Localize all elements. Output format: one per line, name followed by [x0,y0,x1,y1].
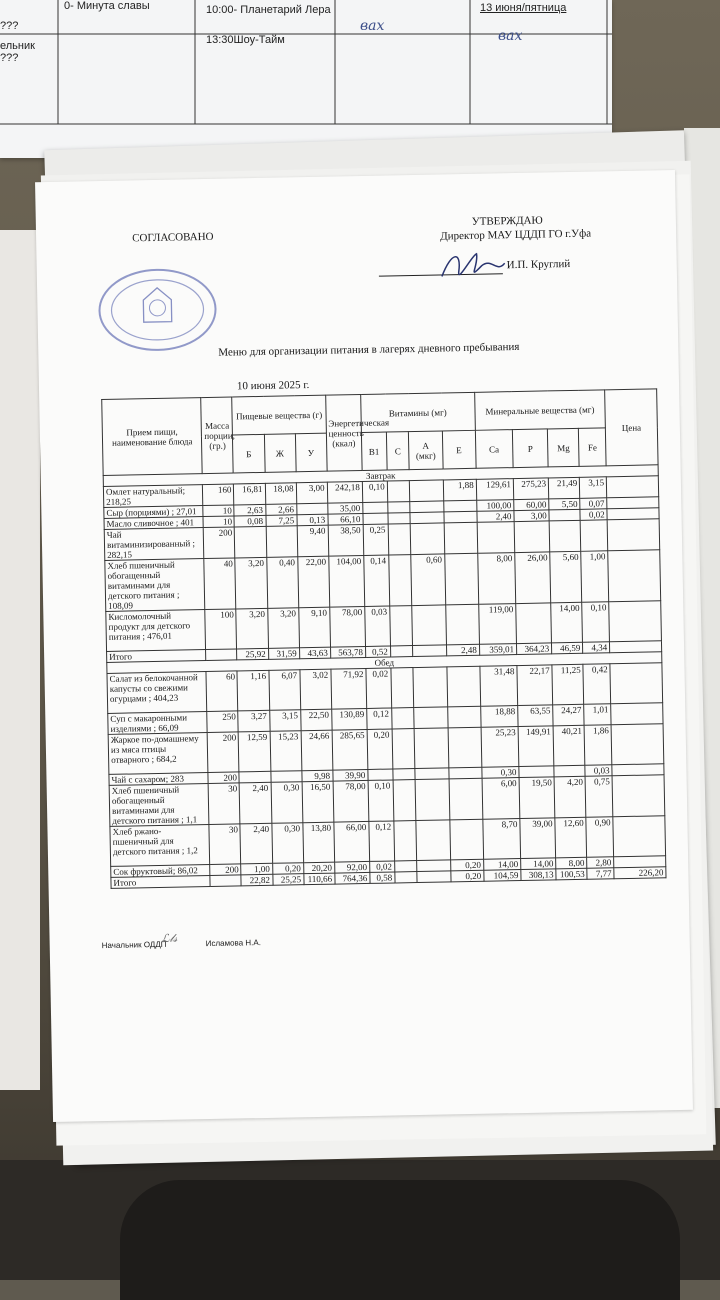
value-cell: 226,20 [614,867,666,879]
value-cell: 1,16 [237,670,269,711]
value-cell [410,480,444,502]
header-minerals: Минеральные вещества (мг) [474,390,605,430]
value-cell: 100,53 [556,868,587,880]
value-cell [416,820,450,861]
approve-label: УТВЕРЖДАЮ [471,214,543,228]
value-cell: 100,00 [476,500,513,512]
dish-name-cell: Чай с сахаром; 283 [109,773,209,786]
dish-name-cell: Итого [111,875,211,888]
value-cell: 0,25 [363,524,388,555]
value-cell: 3,20 [236,608,268,649]
value-cell: 119,00 [478,604,516,645]
dish-name-cell: Чай витаминизированный ; 282,15 [104,528,204,561]
approve-position: Директор МАУ ЦДДП ГО г.Уфа [440,227,592,243]
value-cell: 2,63 [234,504,265,516]
value-cell: 1,00 [581,551,609,603]
value-cell [519,766,554,778]
section-title: Завтрак [103,465,658,487]
value-cell: 15,23 [270,731,302,772]
value-cell: 0,20 [272,863,303,875]
value-cell: 242,18 [327,482,363,504]
value-cell [611,703,663,725]
value-cell: 0,42 [583,664,611,705]
value-cell: 30 [209,824,241,865]
value-cell [449,778,483,820]
official-stamp [95,261,227,353]
value-cell: 0,90 [586,817,614,858]
value-cell [609,601,662,642]
value-cell: 14,00 [551,602,583,643]
dish-name-cell: Жаркое по-домашнему из мяса птицы отварного ; 684,2 [108,733,208,775]
value-cell [611,724,664,765]
value-cell: 0,12 [369,821,395,861]
dish-name-cell: Сыр (порциями) ; 27,01 [104,506,204,519]
value-cell: 9,10 [298,607,330,648]
header-e: Е [442,430,476,469]
value-cell: 129,61 [476,479,514,501]
value-cell: 5,60 [550,551,582,603]
menu-table-body [103,465,666,889]
value-cell [392,729,416,769]
value-cell [415,768,448,780]
value-cell: 22,50 [300,709,331,731]
value-cell: 1,86 [584,725,612,766]
value-cell: 66,00 [334,821,370,862]
value-cell: 9,40 [297,525,329,557]
value-cell: 4,34 [583,642,610,654]
value-cell: 14,00 [483,859,520,871]
value-cell [613,816,666,857]
value-cell: 0,10 [368,780,394,821]
value-cell: 285,65 [332,729,368,770]
value-cell: 7,77 [587,868,614,880]
value-cell: 43,63 [299,647,330,659]
menu-document [35,170,693,1122]
dish-name-cell: Салат из белокочанной капусты со свежими огурцами ; 404,23 [107,672,207,714]
handwritten-note: вах [498,28,523,44]
value-cell [444,553,478,605]
value-cell: 12,60 [555,817,587,858]
header-price: Цена [605,389,658,466]
value-cell: 3,15 [269,710,300,732]
value-cell: 1,88 [443,479,477,501]
value-cell [580,520,607,552]
value-cell [363,513,388,524]
value-cell [411,523,445,555]
value-cell: 3,15 [580,477,607,499]
value-cell: 3,00 [296,482,327,504]
value-cell [410,501,443,513]
value-cell: 24,66 [301,730,333,771]
value-cell: 60 [206,671,238,712]
value-cell: 25,92 [237,648,268,660]
value-cell [410,512,443,524]
value-cell [387,502,410,513]
value-cell: 250 [207,711,238,733]
value-cell [368,769,393,780]
header-ca: Са [475,430,513,469]
value-cell: 63,55 [518,705,554,727]
value-cell [388,524,411,555]
menu-title: Меню для организации питания в лагерях дневного пребывания [218,340,520,359]
handwritten-note: вах [360,18,385,34]
value-cell: 6,07 [268,670,300,711]
value-cell: 3,20 [267,608,299,649]
schedule-cell: 0- Минута славы [64,0,150,12]
value-cell [446,666,480,707]
value-cell: 78,00 [329,606,365,647]
value-cell [391,708,414,729]
value-cell [444,511,477,523]
value-cell: 0,10 [362,481,387,502]
value-cell: 0,12 [367,708,392,729]
value-cell: 2,80 [587,857,614,869]
value-cell: 26,00 [515,552,551,604]
value-cell [390,646,413,657]
value-cell [389,606,413,646]
header-b1: В1 [361,432,387,470]
dish-name-cell: Хлеб пшеничный обогащенный витаминами для детского питания ; 1,1 [109,784,209,827]
value-cell [477,522,515,554]
value-cell: 19,50 [519,777,555,819]
value-cell: 3,27 [238,710,269,732]
value-cell: 3,00 [514,510,549,522]
schedule-cell: 10:00- Планетарий Лера [206,4,331,16]
value-cell: 0,20 [450,870,483,882]
schedule-cell: 13:30Шоу-Тайм [206,34,285,46]
side-paper [0,230,40,1090]
value-cell: 1,00 [241,863,272,875]
value-cell: 0,02 [366,668,392,708]
value-cell: 0,40 [266,557,298,609]
value-cell [296,503,327,515]
value-cell [549,509,580,521]
value-cell [554,765,585,777]
value-cell: 22,82 [241,874,272,886]
schedule-cell: ??? [0,52,19,64]
value-cell [448,727,482,768]
value-cell: 0,60 [411,554,445,606]
header-c: С [386,432,409,470]
value-cell [608,550,661,602]
schedule-cell: ельник [0,40,35,52]
header-dish: Прием пищи, наименование блюда [102,398,203,476]
value-cell: 0,52 [365,646,390,657]
value-cell [414,707,448,729]
value-cell: 78,00 [333,780,369,822]
dish-name-cell: Хлеб ржано-пшеничный для детского питания ; 1,2 [110,825,210,867]
value-cell [417,871,450,883]
dish-name-cell: Омлет натуральный; 218,25 [103,485,203,508]
header-nutrients: Пищевые вещества (г) [232,395,326,435]
value-cell: 14,00 [521,858,556,870]
value-cell: 5,50 [549,498,580,510]
value-cell: 25,25 [272,874,303,886]
value-cell: 31,48 [480,666,518,707]
value-cell [388,555,412,606]
value-cell: 13,80 [302,822,334,863]
value-cell: 563,78 [330,646,365,658]
value-cell: 0,03 [585,765,612,777]
value-cell [391,668,415,708]
value-cell: 0,07 [580,498,607,510]
value-cell: 10 [203,516,234,528]
value-cell: 160 [203,484,234,506]
value-cell: 0,30 [271,823,303,864]
value-cell: 8,00 [556,857,587,869]
footer-position: Начальник ОДДП [101,939,167,951]
value-cell [549,520,581,552]
value-cell: 104,59 [484,870,521,882]
value-cell [447,706,481,728]
value-cell: 35,00 [327,503,362,515]
value-cell: 25,23 [481,727,519,768]
value-cell [206,649,237,661]
value-cell: 0,30 [482,767,519,779]
value-cell: 200 [208,732,240,773]
dish-name-cell: Хлеб пшеничный обогащенный витаминами для детского питания ; 108,09 [105,559,205,612]
value-cell [412,605,446,646]
value-cell: 31,59 [268,648,299,660]
footer-signature: ℒ𝓁𝓈 [161,931,178,945]
value-cell: 71,92 [331,668,367,709]
header-mass: Масса порции, (гр.) [201,397,234,474]
value-cell: 0,08 [234,515,265,527]
value-cell: 22,00 [297,556,329,608]
value-cell: 2,66 [265,504,296,516]
value-cell [235,526,267,558]
value-cell: 46,59 [552,642,583,654]
value-cell: 18,88 [480,706,518,728]
value-cell [416,779,450,821]
value-cell: 275,23 [513,478,549,500]
value-cell: 0,03 [365,606,391,646]
value-cell: 22,17 [517,665,553,706]
value-cell: 0,75 [585,776,613,818]
value-cell: 0,10 [582,602,610,643]
value-cell [610,663,663,704]
value-cell: 7,25 [265,515,296,527]
header-a: А (мкг) [409,431,443,470]
value-cell [444,522,478,554]
value-cell [612,775,665,817]
dish-name-cell: Итого [107,650,207,663]
value-cell: 3,20 [235,557,267,609]
value-cell: 39,90 [333,769,368,781]
value-cell [266,526,298,558]
value-cell: 0,13 [297,514,328,526]
value-cell: 8,70 [483,819,521,860]
schedule-cell: 13 июня/пятница [480,2,567,14]
value-cell [393,769,416,780]
value-cell: 10 [203,505,234,517]
value-cell: 200 [208,772,239,784]
photographer-shadow [120,1180,680,1300]
value-cell [387,481,410,502]
value-cell: 39,00 [520,818,556,859]
value-cell [514,521,550,553]
value-cell [449,819,483,860]
value-cell: 18,08 [265,483,296,505]
value-cell [516,603,552,644]
value-cell: 11,25 [552,664,584,705]
schedule-sheet [0,0,612,158]
value-cell [393,780,417,821]
menu-date: 10 июня 2025 г. [236,379,310,393]
value-cell [415,728,449,769]
value-cell: 16,81 [234,483,265,505]
value-cell [394,861,417,872]
value-cell: 60,00 [514,499,549,511]
value-cell: 2,40 [240,782,272,824]
value-cell: 0,02 [580,509,607,521]
value-cell: 149,91 [518,726,554,767]
value-cell: 0,20 [450,859,483,871]
value-cell [395,872,418,883]
value-cell: 200 [210,864,241,876]
value-cell: 30 [209,783,241,825]
value-cell: 0,14 [364,555,390,606]
value-cell: 21,49 [548,477,579,499]
value-cell: 3,02 [300,669,332,710]
value-cell: 110,66 [303,873,334,885]
value-cell [388,513,411,524]
signature-mark [436,245,507,286]
dish-name-cell: Кисломолочный продукт для детского питания ; 476,01 [106,610,206,652]
header-carbs: У [295,433,327,472]
value-cell: 764,36 [334,872,369,884]
value-cell: 40 [204,558,236,610]
value-cell: 2,40 [477,511,514,523]
schedule-grid [0,0,612,130]
header-mg: Mg [548,428,580,467]
value-cell [606,476,658,498]
dish-name-cell: Масло сливочное ; 401 [104,517,204,530]
value-cell [394,821,418,861]
value-cell [413,667,447,708]
value-cell: 66,10 [328,513,363,525]
footer-name: Исламова Н.А. [205,938,261,949]
value-cell: 0,30 [271,782,303,824]
value-cell [413,645,446,657]
value-cell [417,860,450,872]
value-cell: 100 [205,609,237,650]
value-cell: 38,50 [328,524,364,556]
value-cell [448,767,481,779]
value-cell: 0,02 [369,861,394,872]
value-cell: 364,23 [516,643,551,655]
value-cell: 8,00 [477,553,515,605]
value-cell: 20,20 [303,862,334,874]
value-cell: 24,27 [553,704,584,726]
value-cell [363,502,388,513]
value-cell [445,604,479,645]
dish-name-cell: Сок фруктовый; 86,02 [111,864,211,877]
header-p: Р [512,429,548,468]
value-cell [270,771,301,783]
dish-name-cell: Суп с макаронными изделиями ; 66,09 [108,712,208,735]
value-cell [210,875,241,887]
approve-name: И.П. Круглий [506,257,571,272]
header-energy: Энергетическая ценность (ккал) [325,395,362,472]
value-cell [607,519,659,551]
value-cell: 4,20 [554,776,586,818]
value-cell: 359,01 [479,644,516,656]
header-protein: Б [233,434,265,473]
value-cell: 1,01 [584,704,611,726]
value-cell [239,771,270,783]
value-cell: 9,98 [301,770,332,782]
value-cell: 200 [204,527,236,559]
agreed-label: СОГЛАСОВАНО [132,230,214,245]
header-vitamins: Витамины (мг) [361,392,476,432]
value-cell: 308,13 [521,869,556,881]
section-title: Обед [107,652,662,674]
menu-table [101,388,666,889]
value-cell: 12,59 [239,731,271,772]
value-cell: 6,00 [482,778,520,820]
value-cell: 2,40 [240,823,272,864]
schedule-cell: ??? [0,20,19,32]
value-cell: 104,00 [328,555,364,607]
header-fe: Fe [579,428,607,467]
value-cell: 92,00 [334,861,369,873]
value-cell [443,500,476,512]
value-cell: 130,89 [331,708,367,730]
value-cell: 0,58 [370,872,395,883]
value-cell: 2,48 [446,644,479,656]
value-cell: 16,50 [302,781,334,823]
header-fat: Ж [264,434,296,473]
value-cell: 0,20 [367,729,393,769]
value-cell: 40,21 [553,725,585,766]
